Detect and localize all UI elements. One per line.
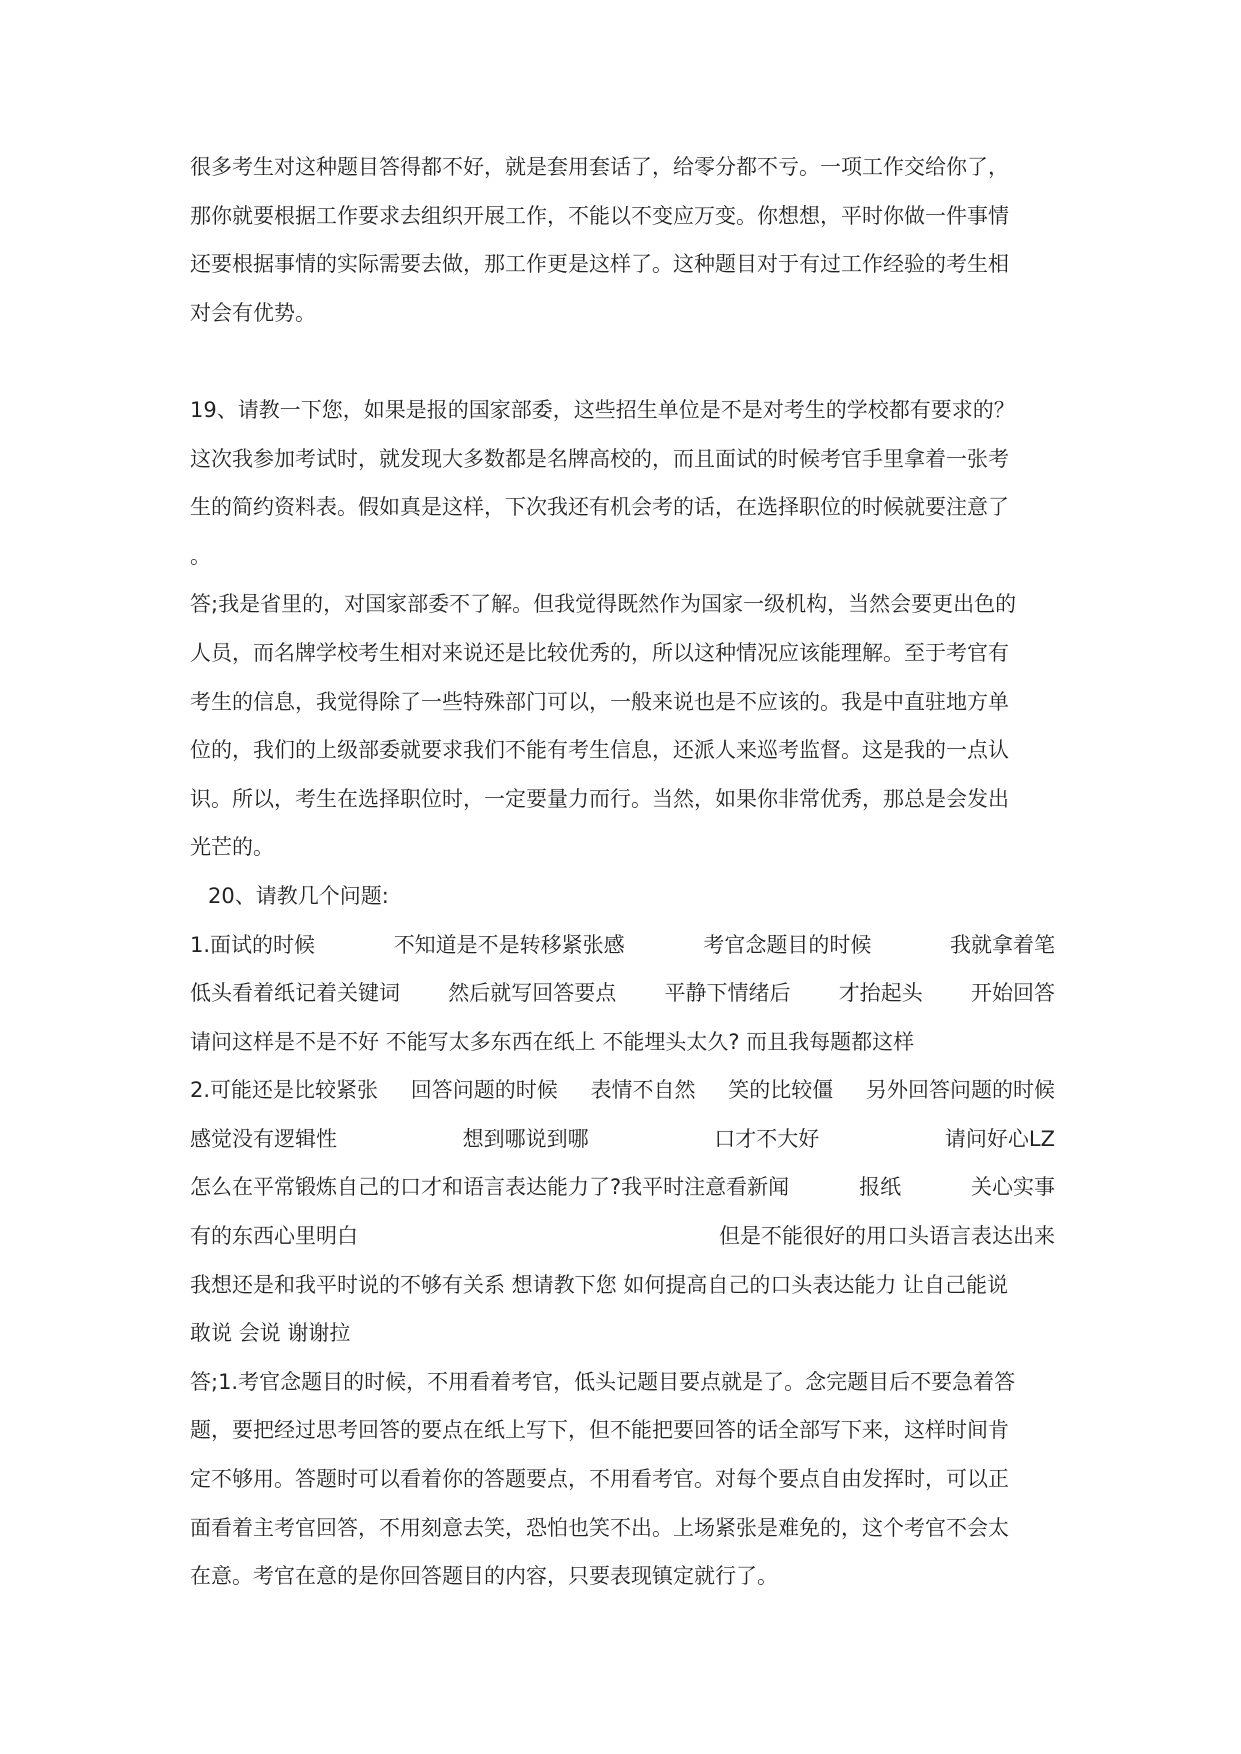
text-fragment: 平静下情绪后 <box>664 981 791 1006</box>
text-fragment: 另外回答问题的时候 <box>865 1078 1055 1103</box>
text-fragment: 才抬起头 <box>838 981 923 1006</box>
paragraph-spacer <box>190 337 1055 386</box>
text-fragment: 2.可能还是比较紧张 <box>190 1078 379 1103</box>
text-fragment: 笑的比较僵 <box>728 1078 834 1103</box>
answer-19-line: 人员，而名牌学校考生相对来说还是比较优秀的，所以这种情况应该能理解。至于考官有 <box>190 640 1009 665</box>
question-20-line <box>190 1212 1055 1261</box>
text-fragment: 回答问题的时候 <box>410 1078 558 1103</box>
question-20-line: 敢说 会说 谢谢拉 <box>190 1321 351 1346</box>
answer-19-line: 识。所以，考生在选择职位时，一定要量力而行。当然，如果你非常优秀，那总是会发出 <box>190 786 1009 811</box>
text-fragment: 有的东西心里明白 <box>190 1224 358 1249</box>
answer-19-line: 考生的信息，我觉得除了一些特殊部门可以，一般来说也是不应该的。我是中直驻地方单 <box>190 689 1009 714</box>
paragraph-line: 还要根据事情的实际需要去做，那工作更是这样了。这种题目对于有过工作经验的考生相 <box>190 252 1009 277</box>
answer-20-line: 在意。考官在意的是你回答题目的内容，只要表现镇定就行了。 <box>190 1564 778 1589</box>
text-fragment: 开始回答 <box>971 981 1055 1006</box>
text-fragment: 不知道是不是转移紧张感 <box>393 932 625 957</box>
answer-19-line: 位的，我们的上级部委就要求我们不能有考生信息，还派人来巡考监督。这是我的一点认 <box>190 738 1009 763</box>
question-20-line: 我想还是和我平时说的不够有关系 想请教下您 如何提高自己的口头表达能力 让自己能说 <box>190 1272 1009 1297</box>
answer-20-line: 题，要把经过思考回答的要点在纸上写下，但不能把要回答的话全部写下来，这样时间肯 <box>190 1418 1009 1443</box>
text-fragment: 想到哪说到哪 <box>462 1126 589 1151</box>
answer-19-line: 光芒的。 <box>190 835 274 860</box>
question-20-line <box>190 1115 1055 1164</box>
answer-19-line: 答;我是省里的，对国家部委不了解。但我觉得既然作为国家一级机构，当然会要更出色的 <box>190 592 1017 617</box>
question-20-line <box>190 921 1055 970</box>
text-fragment: 然后就写回答要点 <box>448 981 617 1006</box>
question-19-line: 。 <box>190 543 211 568</box>
text-fragment: 请问好心LZ <box>944 1126 1055 1151</box>
text-fragment: 感觉没有逻辑性 <box>190 1126 337 1151</box>
paragraph-line: 很多考生对这种题目答得都不好，就是套用套话了，给零分都不亏。一项工作交给你了， <box>190 155 1009 179</box>
document-body <box>190 143 1055 1601</box>
question-20-title: 20、请教几个问题: <box>208 883 389 908</box>
answer-20-line: 答;1.考官念题目的时候，不用看着考官，低头记题目要点就是了。念完题目后不要急着答 <box>190 1369 1016 1394</box>
text-fragment: 怎么在平常锻炼自己的口才和语言表达能力了?我平时注意看新闻 <box>190 1175 790 1200</box>
text-fragment: 表情不自然 <box>590 1078 696 1103</box>
text-fragment: 但是不能很好的用口头语言表达出来 <box>719 1224 1055 1249</box>
text-fragment: 低头看着纸记着关键词 <box>190 981 400 1006</box>
question-19-line: 生的简约资料表。假如真是这样，下次我还有机会考的话，在选择职位的时候就要注意了 <box>190 495 1009 520</box>
text-fragment: 我就拿着笔 <box>949 932 1055 957</box>
question-20-line <box>190 969 1055 1018</box>
text-fragment: 1.面试的时候 <box>190 932 316 957</box>
text-fragment: 报纸 <box>859 1175 902 1200</box>
question-20-line: 请问这样是不是不好 不能写太多东西在纸上 不能埋头太久? 而且我每题都这样 <box>190 1029 915 1054</box>
question-20-line <box>190 1066 1055 1115</box>
question-20-line <box>190 1163 1055 1212</box>
text-fragment: 关心实事 <box>971 1175 1055 1200</box>
text-fragment: 考官念题目的时候 <box>703 932 872 957</box>
question-19-line: 这次我参加考试时，就发现大多数都是名牌高校的，而且面试的时候考官手里拿着一张考 <box>190 446 1009 471</box>
text-fragment: 口才不大好 <box>714 1126 820 1151</box>
paragraph-line: 对会有优势。 <box>190 300 316 325</box>
answer-20-line: 面看着主考官回答，不用刻意去笑，恐怕也笑不出。上场紧张是难免的，这个考官不会太 <box>190 1515 1009 1540</box>
question-19-line: 19、请教一下您，如果是报的国家部委，这些招生单位是不是对考生的学校都有要求的？ <box>190 397 1015 422</box>
paragraph-line: 那你就要根据工作要求去组织开展工作，不能以不变应万变。你想想，平时你做一件事情 <box>190 203 1009 228</box>
answer-20-line: 定不够用。答题时可以看着你的答题要点，不用看考官。对每个要点自由发挥时，可以正 <box>190 1467 1009 1492</box>
